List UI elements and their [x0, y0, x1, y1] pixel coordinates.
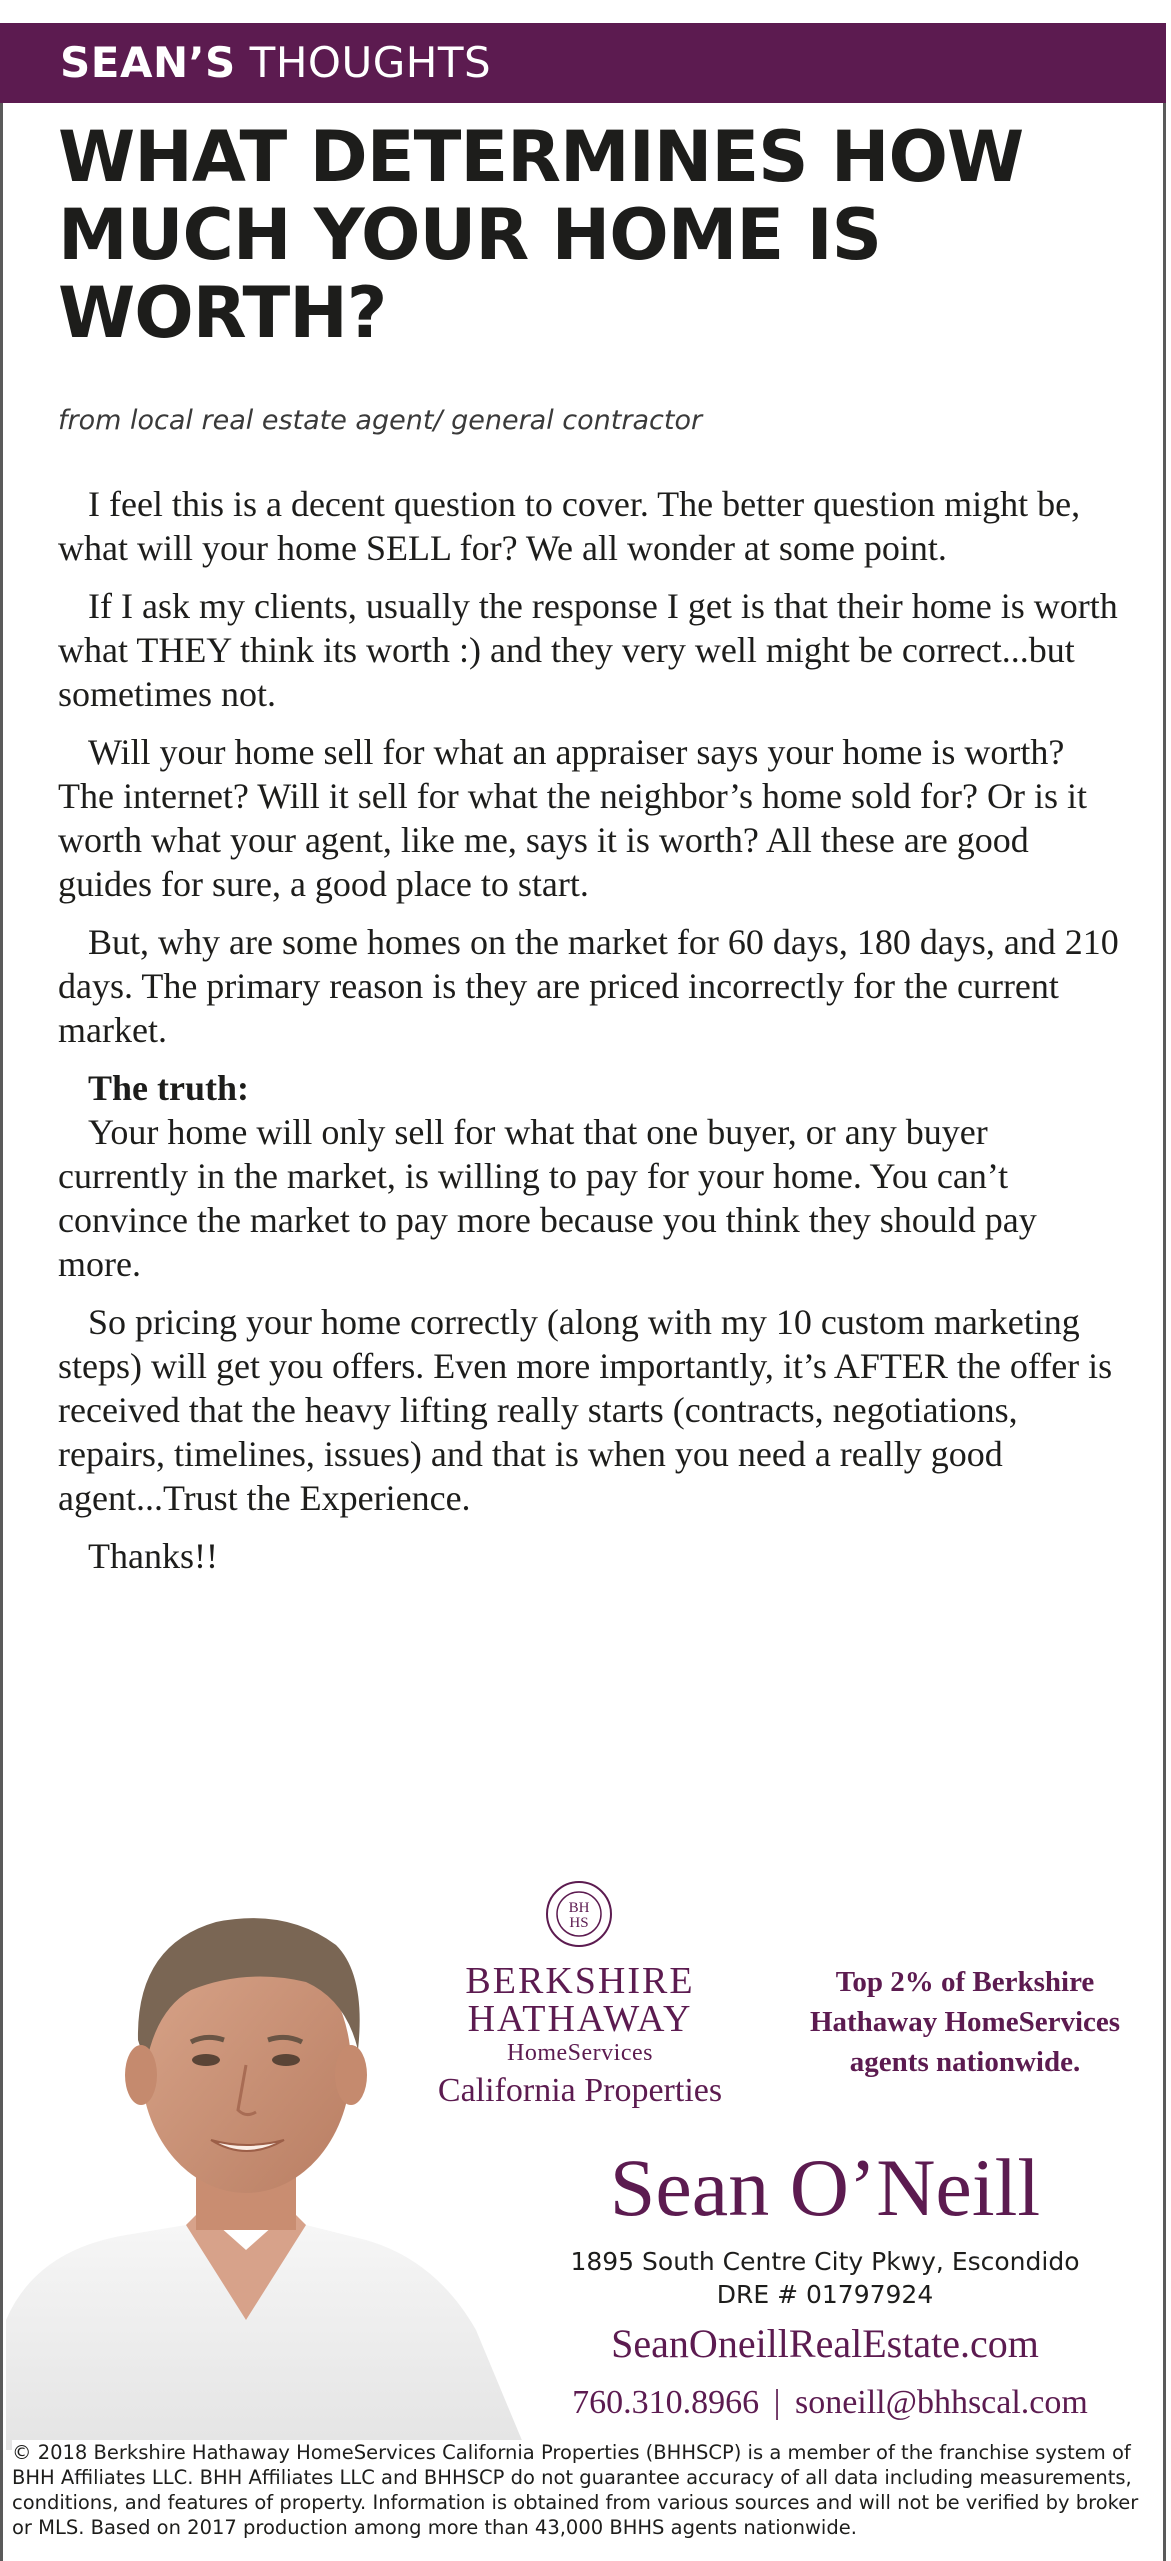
- article-paragraph: If I ask my clients, usually the response I get is that their home is worth what THEY think its worth :) and they very well might be correct...but sometimes not.: [58, 586, 1118, 714]
- brand-line-berkshire: BERKSHIRE: [465, 1960, 695, 2002]
- contact-separator: |: [773, 2384, 781, 2421]
- truth-paragraph: Your home will only sell for what that one buyer, or any buyer currently in the market, is willing to pay for your home. You can’t convince the market to pay more because you think they should pay more.: [58, 1112, 1037, 1284]
- article-paragraph: I feel this is a decent question to cover. The better question might be, what will your home SELL for? We all wonder at some point.: [58, 484, 1081, 568]
- agent-name: Sean O’Neill: [609, 2142, 1041, 2233]
- article-paragraph: Will your home sell for what an appraiser says your home is worth? The internet? Will it sell for what the neighbor’s home sold for? Or is it worth what your agent, like me, says it is worth? All these are good guides for sure, a good place to start.: [58, 732, 1087, 904]
- truth-heading: The truth:: [88, 1068, 249, 1108]
- article-headline: WHAT DETERMINES HOW MUCH YOUR HOME IS WORTH?: [58, 116, 1024, 354]
- closing-paragraph: Thanks!!: [88, 1536, 218, 1576]
- address-line: 1895 South Centre City Pkwy, Escondido: [570, 2247, 1080, 2276]
- article-body: [58, 482, 1120, 1592]
- email-link[interactable]: soneill@bhhscal.com: [794, 2384, 1088, 2421]
- brokerage-brand: [400, 1962, 760, 2114]
- brand-line-homeservices: HomeServices: [507, 2040, 653, 2066]
- pricing-paragraph: So pricing your home correctly (along with my 10 custom marketing steps) will get you offers. Even more importantly, it’s AFTER the offer is received that the heavy lifting really starts (contracts, negotiations, repairs, timelines, issues) and that is when you need a really good agent...Trust the Experience.: [58, 1302, 1113, 1518]
- agent-contact: [530, 2378, 1130, 2428]
- logo-mark-bottom: HS: [569, 1915, 589, 1931]
- article-paragraph: But, why are some homes on the market for 60 days, 180 days, and 210 days. The primary reason is they are priced incorrectly for the current market.: [58, 922, 1119, 1050]
- license-number: DRE # 01797924: [716, 2280, 934, 2309]
- agent-website-link[interactable]: SeanOneillRealEstate.com: [611, 2321, 1039, 2366]
- agent-photo: [6, 1850, 526, 2450]
- section-label-bold: SEAN’S: [60, 38, 236, 87]
- section-header-bar: [0, 23, 1166, 103]
- section-label-rest: THOUGHTS: [249, 38, 492, 87]
- bhhs-logo-icon: [545, 1880, 613, 1948]
- article-byline: from local real estate agent/ general contractor: [58, 405, 703, 436]
- logo-mark-top: BH: [568, 1900, 590, 1916]
- agent-address: [545, 2245, 1105, 2311]
- legal-disclaimer: © 2018 Berkshire Hathaway HomeServices California Properties (BHHSCP) is a member of the franchise system of BHH Affiliates LLC. BHH Affiliates LLC and BHHSCP do not guarantee accuracy of all data including measurements, conditions, and features of property. Information is obtained from various sources and will not be verified by broker or MLS. Based on 2017 production among more than 43,000 BHHS agents nationwide.: [12, 2440, 1162, 2540]
- top-percent-badge: Top 2% of Berkshire Hathaway HomeServices agents nationwide.: [809, 1966, 1121, 2078]
- phone-link[interactable]: 760.310.8966: [572, 2384, 760, 2421]
- brand-line-hathaway: HATHAWAY: [467, 1998, 693, 2040]
- brand-line-california: California Properties: [437, 2072, 723, 2109]
